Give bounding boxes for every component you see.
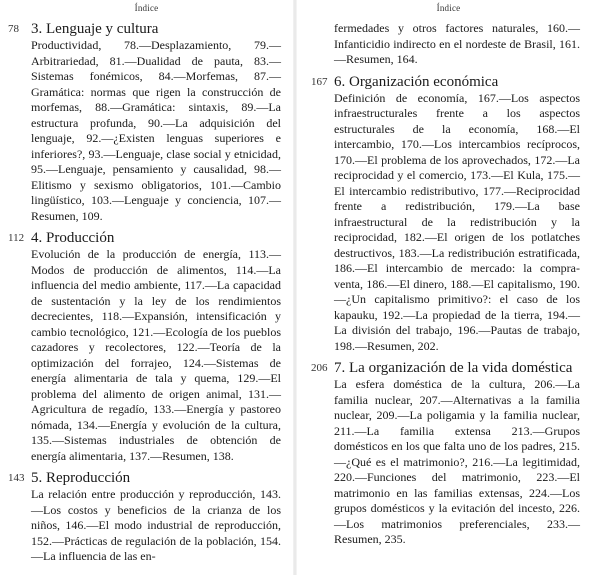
chapter-contents: La esfera doméstica de la cultura, 206.—La familia nuclear, 207.—Alternativas a la familia nuclear, 209.—La poligamia y la familia nuclear, 211.—La familia extensa 213.—Grupos domésticos en los que falta uno de los padres, 215.—¿Qué es el matrimonio?, 216.—La legitimidad, 220.—Funciones del matrimonio, 223.—El matrimonio en las familias extensas, 224.—Los grupos domésticos y la evitación del incesto, 226.—Los matrimonios preferenciales, 233.—Resumen, 235. [334, 377, 580, 546]
chapter-7 [311, 360, 580, 548]
chapter-heading [8, 470, 281, 487]
running-head: Índice [134, 3, 159, 13]
chapter-contents: La relación entre producción y reproducción, 143.—Los costos y beneficios de la crianza de los niños, 146.—El modo industrial de reproducción, 152.—Prácticas de regulación de la población, 154.—La influencia de las en- [31, 487, 281, 563]
left-page [0, 0, 293, 575]
chapter-heading [311, 73, 580, 91]
chapter-contents: Productividad, 78.—Desplazamiento, 79.—Arbitrariedad, 81.—Dualidad de pauta, 83.—Sistemas fonémicos, 84.—Morfemas, 87.—Gramática: normas que rigen la construcción de morfemas, 88.—Gramática: sintaxis, 89.—La estructura profunda, 90.—La adquisición del lenguaje, 92.—¿Existen lenguas superiores e inferiores?, 93.—Lenguaje, clase social y etnicidad, 95.—Lenguaje, pensamiento y causalidad, 98.—Elitismo y sexismo obligatorios, 101.—Cambio lingüístico, 103.—Lenguaje y conciencia, 107.—Resumen, 109. [31, 38, 281, 223]
continued-contents: fermedades y otros factores naturales, 160.—Infanticidio indirecto en el nordeste de Brasil, 161.—Resumen, 164. [334, 21, 580, 66]
chapter-4 [8, 230, 281, 464]
chapter-title: 3. Lenguaje y cultura [31, 21, 159, 37]
chapter-start-page: 112 [8, 232, 25, 244]
chapter-start-page: 78 [8, 23, 19, 35]
chapter-heading [311, 360, 580, 377]
chapter-5 [8, 470, 281, 565]
chapter-heading [8, 21, 281, 38]
chapter-title: 6. Organización económica [334, 73, 499, 90]
chapter-6 [311, 73, 580, 355]
chapter-title: 5. Reproducción [31, 470, 131, 486]
chapter-heading [8, 230, 281, 247]
chapter-start-page: 206 [311, 362, 328, 374]
chapter-title: 4. Producción [31, 230, 115, 246]
chapter-title: 7. La organización de la vida doméstica [334, 360, 573, 376]
chapter-contents: Definición de economía, 167.—Los aspectos infraestructurales frente a los aspectos estructurales de la economía, 168.—El intercambio, 170.—Los intercambios recíprocos, 170.—El problema de los aprovechados, 172.—La reciprocidad y el comercio, 173.—El Kula, 175.—El intercambio redistributivo, 177.—Reciprocidad frente a redistribución, 179.—La base infraestructural de la redistribución y la reciprocidad, 182.—El origen de los potlatches destructivos, 183.—La redistribución estratificada, 186.—El intercambio de mercado: la compra-venta, 186.—El dinero, 188.—El capitalismo, 190.—¿Un capitalismo primitivo?: el caso de los kapauku, 192.—La propiedad de la tierra, 194.—La división del trabajo, 196.—Pautas de trabajo, 198.—Resumen, 202. [334, 90, 580, 353]
running-head: Índice [436, 3, 461, 13]
chapter-3 [8, 21, 281, 224]
chapter-start-page: 143 [8, 472, 25, 484]
chapter-start-page: 167 [311, 75, 328, 88]
right-page [297, 0, 600, 558]
chapter-contents: Evolución de la producción de energía, 113.—Modos de producción de alimentos, 114.—La influencia del medio ambiente, 117.—La capacidad de sustentación y la ley de los rendimientos decrecientes, 118.—Expansión, intensificación y cambio tecnológico, 121.—Ecología de los pueblos cazadores y recolectores, 122.—Teoría de la optimización del forrajeo, 124.—Sistemas de energía alimentaria de tala y quema, 129.—El problema del alimento de origen animal, 131.—Agricultura de regadío, 133.—Energía y pastoreo nómada, 134.—Energía y evolución de la cultura, 135.—Sistemas industriales de obtención de energía alimentaria, 137.—Resumen, 138. [31, 247, 281, 463]
